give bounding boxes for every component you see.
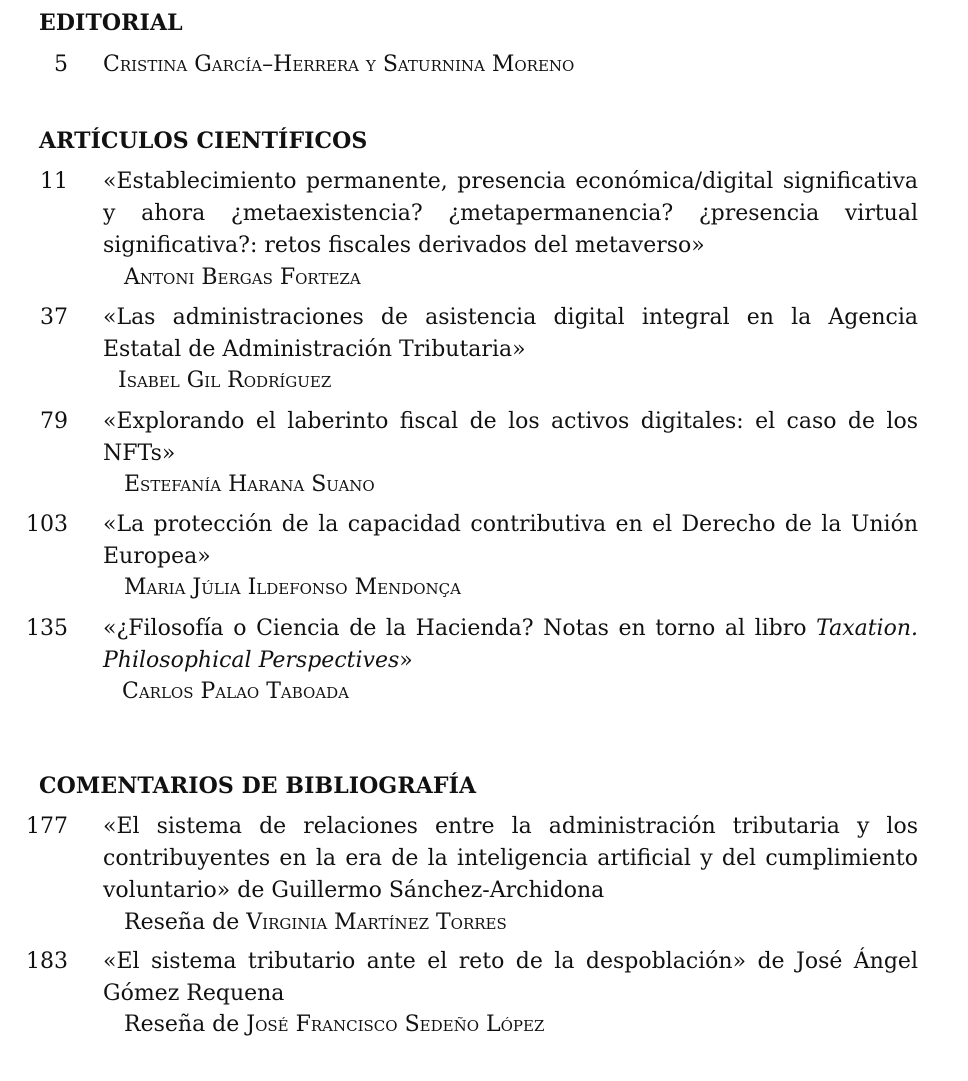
page-number: 5: [54, 52, 68, 77]
page-number: 177: [26, 814, 68, 839]
title-text-end: »: [399, 648, 413, 673]
page-number: 79: [40, 409, 68, 434]
section-heading-articulos: ARTÍCULOS CIENTÍFICOS: [39, 128, 368, 154]
article-author: Antoni Bergas Forteza: [124, 265, 361, 290]
section-heading-editorial: EDITORIAL: [39, 10, 183, 36]
review-author: [124, 1010, 544, 1040]
section-heading-comentarios: COMENTARIOS DE BIBLIOGRAFÍA: [39, 773, 477, 799]
article-title: «Establecimiento permanente, presencia económica/digital significativa y ahora ¿metaexistencia? ¿metapermanencia? ¿presencia virtual significativa?: retos fiscales derivados del metaverso»: [103, 169, 918, 258]
review-prefix: Reseña de: [124, 910, 240, 935]
reviewer-name: José Francisco Sedeño López: [246, 1012, 545, 1037]
review-prefix: Reseña de: [124, 1012, 240, 1037]
page-number: 103: [26, 512, 68, 537]
article-title: «Las administraciones de asistencia digital integral en la Agencia Estatal de Administración Tributaria»: [103, 305, 918, 362]
review-title: «El sistema tributario ante el reto de la despoblación» de José Ángel Gómez Requena: [103, 949, 918, 1006]
page-number: 135: [26, 616, 68, 641]
article-title: «La protección de la capacidad contributiva en el Derecho de la Unión Europea»: [103, 512, 918, 569]
article-author: Carlos Palao Taboada: [122, 679, 350, 704]
reviewer-name: Virginia Martínez Torres: [246, 910, 507, 935]
review-author: [124, 908, 507, 938]
book-title: Taxation. Philosophical Perspectives: [103, 616, 918, 673]
article-author: Estefanía Harana Suano: [124, 472, 375, 497]
page-number: 183: [26, 949, 68, 974]
page-number: 37: [40, 305, 68, 330]
page-number: 11: [40, 169, 68, 194]
editorial-authors: Cristina García–Herrera y Saturnina Moreno: [103, 52, 575, 77]
title-text: «¿Filosofía o Ciencia de la Hacienda? Notas en torno al libro: [103, 616, 817, 641]
article-title: «Explorando el laberinto fiscal de los activos digitales: el caso de los NFTs»: [103, 409, 918, 466]
article-author: Maria Júlia Ildefonso Mendonça: [124, 575, 461, 600]
review-title: «El sistema de relaciones entre la administración tributaria y los contribuyentes en la era de la inteligencia artificial y del cumplimiento voluntario» de Guillermo Sánchez-Archidona: [103, 814, 918, 903]
article-title: [103, 613, 918, 677]
article-author: Isabel Gil Rodríguez: [118, 368, 332, 393]
